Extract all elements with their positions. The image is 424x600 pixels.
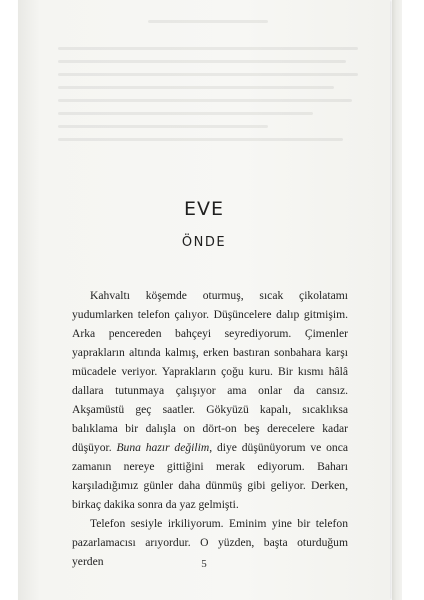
paragraph-1-text-a: Kahvaltı köşemde oturmuş, sıcak çikolatamı yudumlarken telefon çalıyor. Düşüncelere dalıp gitmişim. Arka pencereden bahçeyi seyrediyorum. Çimenler yaprakların altında kalmış, erken bastıran sonbahara karşı mücadele veriyor. Yaprakların çoğu kuru. Bir kısmı hâlâ dallara tutunmaya çalışıyor ama onlar da cansız. Akşamüstü geç saatler. Gökyüzü kapalı, sıcaklıksa balıklama bir dalışla on dört-on beş derecelere kadar düşüyor. (72, 289, 348, 454)
page-number: 5 (201, 558, 207, 570)
body-text (72, 286, 348, 571)
book-page (18, 0, 390, 600)
page-edge (392, 0, 402, 600)
paragraph-1-text-b: , diye düşünüyorum ve onca zamanın nereye gittiğini merak ediyorum. Baharı karşıladığımız günler daha dünmüş gibi geliyor. Derken, birkaç dakika sonra da yaz gelmişti. (72, 441, 349, 511)
bleed-through-text (58, 20, 358, 220)
paragraph-2-text: Telefon sesiyle irkiliyorum. Eminim yine bir telefon pazarlamacısı arıyordur. O yüzden, başta oturduğum yerden (72, 517, 348, 568)
chapter-subtitle: ÖNDE (181, 235, 227, 250)
paragraph-1-italic: Buna hazır değilim (116, 441, 210, 454)
chapter-title: EVE (183, 198, 224, 220)
paragraph-1 (72, 286, 348, 514)
